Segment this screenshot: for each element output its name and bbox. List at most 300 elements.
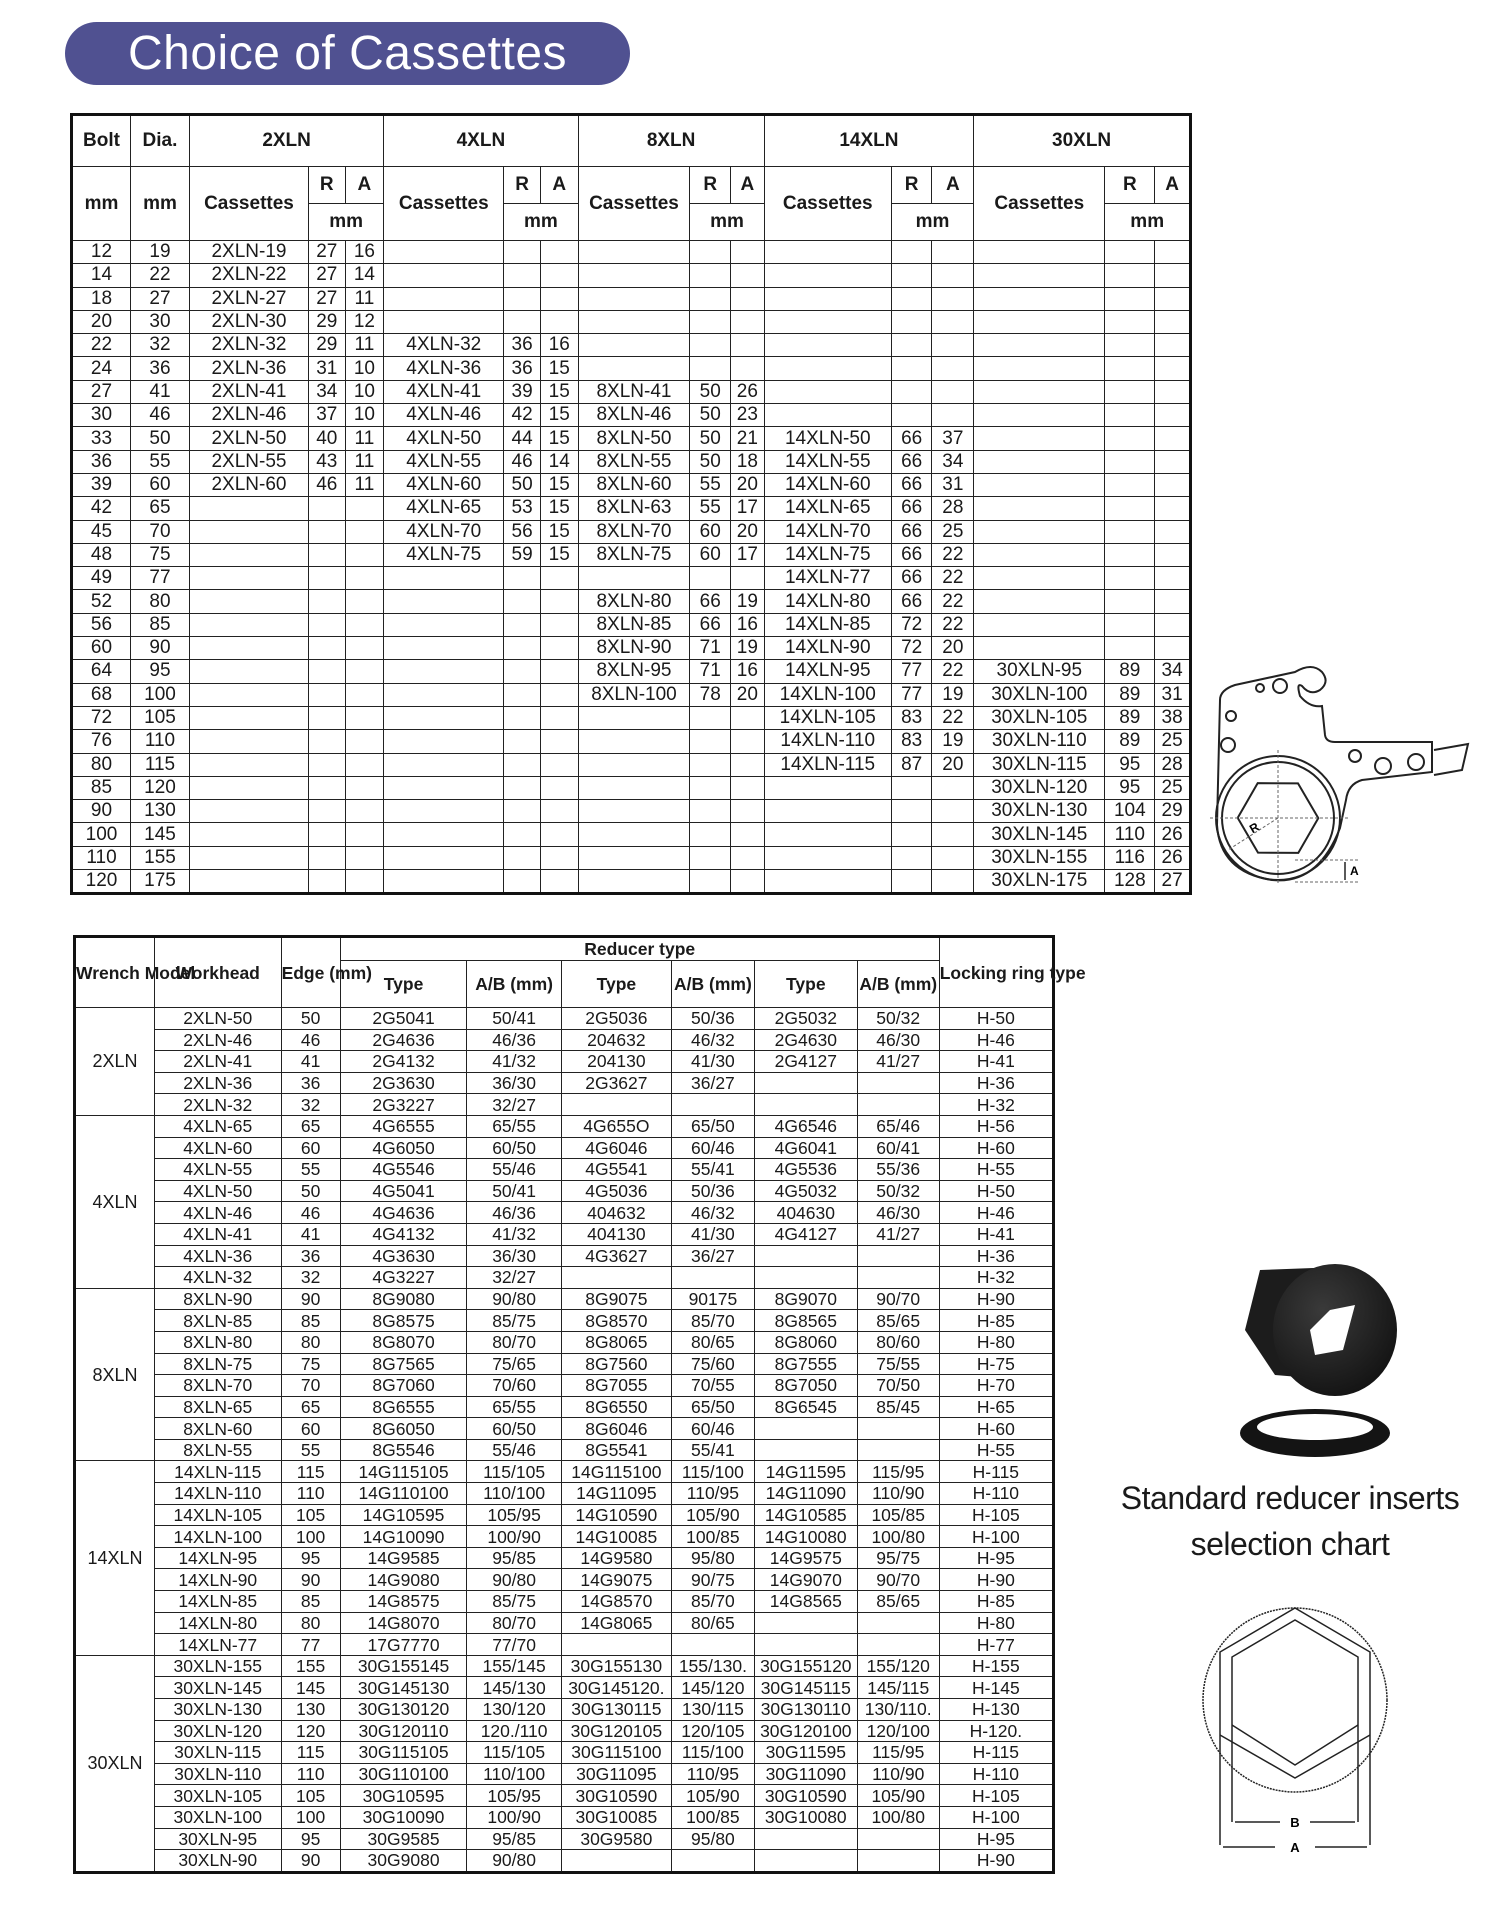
r-4xln-cell <box>504 776 541 799</box>
ab-3-cell: 65/46 <box>857 1115 939 1137</box>
a-4xln-cell <box>540 264 578 287</box>
a-14xln-cell: 20 <box>932 637 974 660</box>
locking-ring-cell: H-77 <box>939 1634 1053 1656</box>
r-2xln-cell: 27 <box>308 264 345 287</box>
table-row <box>75 1418 1054 1440</box>
a-30xln-cell <box>1155 241 1191 264</box>
type-1-cell: 2G5041 <box>340 1008 467 1030</box>
ab-2-cell: 130/115 <box>671 1699 754 1721</box>
page-title: Choice of Cassettes <box>65 22 630 85</box>
a-4xln-cell: 15 <box>540 357 578 380</box>
ab-3-cell: 50/32 <box>857 1008 939 1030</box>
table-row <box>75 1353 1054 1375</box>
r-14xln-cell: 83 <box>891 706 932 729</box>
cassette-2xln-cell <box>189 520 308 543</box>
ab-2-cell: 115/100 <box>671 1742 754 1764</box>
ab-2-cell: 41/30 <box>671 1223 754 1245</box>
edge-cell: 41 <box>281 1051 340 1073</box>
dia-cell: 22 <box>130 264 189 287</box>
table-row <box>75 1655 1054 1677</box>
bolt-cell: 72 <box>72 706 131 729</box>
r-4xln-cell <box>504 613 541 636</box>
bolt-cell: 27 <box>72 380 131 403</box>
cassette-2xln-cell: 2XLN-27 <box>189 287 308 310</box>
r-14xln-cell <box>891 310 932 333</box>
locking-ring-cell: H-80 <box>939 1331 1053 1353</box>
workhead-cell: 2XLN-32 <box>154 1094 281 1116</box>
cassette-8xln-cell <box>578 706 690 729</box>
workhead-cell: 4XLN-41 <box>154 1223 281 1245</box>
r-8xln-cell <box>690 800 731 823</box>
ab-1-cell: 75/65 <box>467 1353 561 1375</box>
dia-cell: 70 <box>130 520 189 543</box>
header-cassettes: Cassettes <box>189 167 308 241</box>
a-8xln-cell: 21 <box>731 427 765 450</box>
r-8xln-cell <box>690 776 731 799</box>
r-8xln-cell: 60 <box>690 520 731 543</box>
dia-cell: 95 <box>130 660 189 683</box>
r-2xln-cell <box>308 753 345 776</box>
table-row <box>72 590 1191 613</box>
a-dimension-label: A <box>1290 1840 1300 1855</box>
locking-ring-cell: H-85 <box>939 1591 1053 1613</box>
a-14xln-cell: 19 <box>932 683 974 706</box>
a-4xln-cell <box>540 683 578 706</box>
type-2-cell <box>561 1094 671 1116</box>
r-4xln-cell <box>504 846 541 869</box>
type-1-cell: 30G120110 <box>340 1720 467 1742</box>
cassette-4xln-cell: 4XLN-75 <box>384 543 504 566</box>
cassette-8xln-cell <box>578 800 690 823</box>
edge-cell: 36 <box>281 1245 340 1267</box>
ab-1-cell: 85/75 <box>467 1310 561 1332</box>
type-3-cell: 14G10080 <box>754 1526 857 1548</box>
a-8xln-cell <box>731 870 765 894</box>
table-row <box>75 1828 1054 1850</box>
type-2-cell: 8G6046 <box>561 1418 671 1440</box>
ab-2-cell: 50/36 <box>671 1008 754 1030</box>
table-row <box>75 1137 1054 1159</box>
a-30xln-cell: 38 <box>1155 706 1191 729</box>
bolt-cell: 24 <box>72 357 131 380</box>
cassette-2xln-cell <box>189 776 308 799</box>
r-14xln-cell: 66 <box>891 473 932 496</box>
r-8xln-cell: 66 <box>690 590 731 613</box>
header-a: A <box>932 167 974 204</box>
table-row <box>75 1288 1054 1310</box>
edge-cell: 145 <box>281 1677 340 1699</box>
a-8xln-cell <box>731 287 765 310</box>
ab-3-cell: 100/80 <box>857 1806 939 1828</box>
edge-cell: 50 <box>281 1008 340 1030</box>
ab-3-cell <box>857 1072 939 1094</box>
a-2xln-cell: 10 <box>345 357 384 380</box>
type-3-cell: 14G9575 <box>754 1547 857 1569</box>
bolt-cell: 12 <box>72 241 131 264</box>
type-1-cell: 30G155145 <box>340 1655 467 1677</box>
ab-3-cell <box>857 1094 939 1116</box>
ab-1-cell: 95/85 <box>467 1828 561 1850</box>
r-4xln-cell <box>504 241 541 264</box>
type-2-cell: 14G9075 <box>561 1569 671 1591</box>
cassette-4xln-cell <box>384 264 504 287</box>
r-4xln-cell: 36 <box>504 357 541 380</box>
header-r: R <box>504 167 541 204</box>
type-1-cell: 8G6050 <box>340 1418 467 1440</box>
r-30xln-cell <box>1105 520 1155 543</box>
r-2xln-cell: 31 <box>308 357 345 380</box>
type-1-cell: 30G10090 <box>340 1806 467 1828</box>
a-30xln-cell: 31 <box>1155 683 1191 706</box>
ab-1-cell: 80/70 <box>467 1612 561 1634</box>
r-2xln-cell: 27 <box>308 287 345 310</box>
r-8xln-cell <box>690 567 731 590</box>
cassette-14xln-cell <box>764 310 891 333</box>
cassette-30xln-cell: 30XLN-145 <box>974 823 1105 846</box>
table-row <box>72 287 1191 310</box>
r-30xln-cell: 128 <box>1105 870 1155 894</box>
a-30xln-cell <box>1155 567 1191 590</box>
caption-line-1: Standard reducer inserts <box>1120 1480 1460 1516</box>
ab-2-cell: 95/80 <box>671 1547 754 1569</box>
r-14xln-cell <box>891 334 932 357</box>
edge-cell: 32 <box>281 1267 340 1289</box>
cassette-2xln-cell <box>189 637 308 660</box>
locking-ring-cell: H-120. <box>939 1720 1053 1742</box>
workhead-cell: 8XLN-55 <box>154 1439 281 1461</box>
ab-1-cell: 120./110 <box>467 1720 561 1742</box>
ab-2-cell: 41/30 <box>671 1051 754 1073</box>
table-row <box>75 1763 1054 1785</box>
cassette-14xln-cell: 14XLN-115 <box>764 753 891 776</box>
ab-1-cell: 55/46 <box>467 1159 561 1181</box>
workhead-cell: 14XLN-105 <box>154 1504 281 1526</box>
ab-2-cell: 105/90 <box>671 1504 754 1526</box>
wrench-model-cell: 2XLN <box>75 1008 155 1116</box>
cassette-2xln-cell: 2XLN-60 <box>189 473 308 496</box>
ab-2-cell: 85/70 <box>671 1310 754 1332</box>
a-8xln-cell: 17 <box>731 543 765 566</box>
a-8xln-cell <box>731 241 765 264</box>
type-3-cell: 30G10590 <box>754 1785 857 1807</box>
a-2xln-cell <box>345 543 384 566</box>
cassette-30xln-cell <box>974 357 1105 380</box>
type-1-cell: 4G6555 <box>340 1115 467 1137</box>
type-2-cell: 14G10085 <box>561 1526 671 1548</box>
ab-2-cell: 65/50 <box>671 1115 754 1137</box>
type-2-cell: 30G115100 <box>561 1742 671 1764</box>
type-2-cell: 204632 <box>561 1029 671 1051</box>
edge-cell: 55 <box>281 1159 340 1181</box>
header-r: R <box>891 167 932 204</box>
a-4xln-cell: 15 <box>540 497 578 520</box>
r-8xln-cell: 50 <box>690 380 731 403</box>
type-3-cell: 8G8565 <box>754 1310 857 1332</box>
cassette-4xln-cell <box>384 287 504 310</box>
r-30xln-cell: 116 <box>1105 846 1155 869</box>
cassette-4xln-cell: 4XLN-60 <box>384 473 504 496</box>
type-2-cell <box>561 1850 671 1873</box>
workhead-cell: 4XLN-46 <box>154 1202 281 1224</box>
r-2xln-cell <box>308 683 345 706</box>
ab-3-cell: 90/70 <box>857 1288 939 1310</box>
bolt-cell: 45 <box>72 520 131 543</box>
edge-cell: 110 <box>281 1763 340 1785</box>
edge-cell: 80 <box>281 1612 340 1634</box>
r-2xln-cell <box>308 637 345 660</box>
table-row <box>75 1439 1054 1461</box>
table-row <box>72 357 1191 380</box>
cassette-14xln-cell: 14XLN-110 <box>764 730 891 753</box>
edge-cell: 36 <box>281 1072 340 1094</box>
r-4xln-cell <box>504 567 541 590</box>
r-8xln-cell <box>690 753 731 776</box>
ab-3-cell <box>857 1850 939 1873</box>
r-8xln-cell: 78 <box>690 683 731 706</box>
workhead-cell: 8XLN-60 <box>154 1418 281 1440</box>
workhead-cell: 4XLN-50 <box>154 1180 281 1202</box>
locking-ring-cell: H-46 <box>939 1029 1053 1051</box>
a-8xln-cell: 16 <box>731 660 765 683</box>
header-bolt: Bolt <box>72 115 131 167</box>
ab-1-cell: 32/27 <box>467 1094 561 1116</box>
header-r: R <box>1105 167 1155 204</box>
a-4xln-cell: 14 <box>540 450 578 473</box>
a-30xln-cell <box>1155 637 1191 660</box>
a-8xln-cell <box>731 706 765 729</box>
cassette-8xln-cell <box>578 334 690 357</box>
type-1-cell: 30G10595 <box>340 1785 467 1807</box>
a-2xln-cell <box>345 730 384 753</box>
cassette-30xln-cell <box>974 473 1105 496</box>
cassette-8xln-cell: 8XLN-55 <box>578 450 690 473</box>
dia-cell: 60 <box>130 473 189 496</box>
ab-1-cell: 46/36 <box>467 1202 561 1224</box>
type-3-cell <box>754 1418 857 1440</box>
table-row <box>75 1223 1054 1245</box>
cassette-4xln-cell <box>384 683 504 706</box>
ab-2-cell: 100/85 <box>671 1526 754 1548</box>
table-row <box>75 1634 1054 1656</box>
workhead-cell: 14XLN-95 <box>154 1547 281 1569</box>
cassette-2xln-cell: 2XLN-55 <box>189 450 308 473</box>
cassette-8xln-cell <box>578 264 690 287</box>
a-2xln-cell <box>345 497 384 520</box>
r-2xln-cell <box>308 823 345 846</box>
r-4xln-cell <box>504 310 541 333</box>
table-row <box>75 1483 1054 1505</box>
r-14xln-cell: 72 <box>891 613 932 636</box>
a-2xln-cell: 16 <box>345 241 384 264</box>
ab-2-cell: 36/27 <box>671 1245 754 1267</box>
r-4xln-cell <box>504 823 541 846</box>
table-row <box>72 497 1191 520</box>
type-3-cell <box>754 1828 857 1850</box>
ab-1-cell: 60/50 <box>467 1137 561 1159</box>
r-4xln-cell: 36 <box>504 334 541 357</box>
workhead-cell: 2XLN-36 <box>154 1072 281 1094</box>
table-row <box>72 427 1191 450</box>
type-2-cell: 14G11095 <box>561 1483 671 1505</box>
type-1-cell: 30G9585 <box>340 1828 467 1850</box>
r-8xln-cell: 55 <box>690 473 731 496</box>
a-30xln-cell <box>1155 310 1191 333</box>
a-4xln-cell <box>540 730 578 753</box>
a-4xln-cell <box>540 823 578 846</box>
type-3-cell: 404630 <box>754 1202 857 1224</box>
edge-cell: 41 <box>281 1223 340 1245</box>
cassette-4xln-cell: 4XLN-32 <box>384 334 504 357</box>
cassette-30xln-cell <box>974 637 1105 660</box>
cassette-8xln-cell <box>578 287 690 310</box>
type-1-cell: 30G115105 <box>340 1742 467 1764</box>
header-model-30xln: 30XLN <box>974 115 1191 167</box>
edge-cell: 105 <box>281 1785 340 1807</box>
cassette-8xln-cell: 8XLN-90 <box>578 637 690 660</box>
header-cassettes: Cassettes <box>384 167 504 241</box>
table-row <box>75 1310 1054 1332</box>
cassette-14xln-cell: 14XLN-55 <box>764 450 891 473</box>
r-8xln-cell <box>690 241 731 264</box>
a-2xln-cell: 11 <box>345 473 384 496</box>
cassette-2xln-cell <box>189 800 308 823</box>
a-8xln-cell <box>731 846 765 869</box>
ab-1-cell: 70/60 <box>467 1375 561 1397</box>
a-8xln-cell <box>731 800 765 823</box>
a-2xln-cell <box>345 846 384 869</box>
r-8xln-cell <box>690 823 731 846</box>
workhead-cell: 30XLN-110 <box>154 1763 281 1785</box>
type-3-cell: 8G6545 <box>754 1396 857 1418</box>
r-30xln-cell <box>1105 567 1155 590</box>
a-14xln-cell <box>932 287 974 310</box>
type-1-cell: 4G5546 <box>340 1159 467 1181</box>
type-2-cell: 8G8065 <box>561 1331 671 1353</box>
a-30xln-cell <box>1155 520 1191 543</box>
a-2xln-cell: 12 <box>345 310 384 333</box>
cassette-14xln-cell: 14XLN-50 <box>764 427 891 450</box>
cassette-30xln-cell: 30XLN-95 <box>974 660 1105 683</box>
ab-1-cell: 145/130 <box>467 1677 561 1699</box>
a-8xln-cell: 16 <box>731 613 765 636</box>
cassette-14xln-cell <box>764 800 891 823</box>
ab-3-cell: 60/41 <box>857 1137 939 1159</box>
ab-2-cell <box>671 1267 754 1289</box>
cassette-2xln-cell <box>189 706 308 729</box>
table-row <box>72 567 1191 590</box>
cassette-2xln-cell: 2XLN-46 <box>189 404 308 427</box>
edge-cell: 105 <box>281 1504 340 1526</box>
ab-2-cell: 90/75 <box>671 1569 754 1591</box>
a-2xln-cell <box>345 706 384 729</box>
locking-ring-cell: H-32 <box>939 1267 1053 1289</box>
r-4xln-cell <box>504 753 541 776</box>
cassette-4xln-cell <box>384 660 504 683</box>
cassette-30xln-cell: 30XLN-130 <box>974 800 1105 823</box>
type-3-cell <box>754 1850 857 1873</box>
type-2-cell: 8G9075 <box>561 1288 671 1310</box>
bolt-cell: 60 <box>72 637 131 660</box>
workhead-cell: 30XLN-120 <box>154 1720 281 1742</box>
type-2-cell: 204130 <box>561 1051 671 1073</box>
edge-cell: 55 <box>281 1439 340 1461</box>
cassette-30xln-cell: 30XLN-105 <box>974 706 1105 729</box>
r-8xln-cell: 50 <box>690 427 731 450</box>
cassette-14xln-cell: 14XLN-85 <box>764 613 891 636</box>
dia-cell: 65 <box>130 497 189 520</box>
cassette-2xln-cell: 2XLN-30 <box>189 310 308 333</box>
locking-ring-cell: H-110 <box>939 1483 1053 1505</box>
workhead-cell: 8XLN-75 <box>154 1353 281 1375</box>
locking-ring-cell: H-115 <box>939 1742 1053 1764</box>
r-14xln-cell: 66 <box>891 497 932 520</box>
cassette-30xln-cell <box>974 380 1105 403</box>
a-14xln-cell <box>932 404 974 427</box>
ab-3-cell: 41/27 <box>857 1051 939 1073</box>
cassette-8xln-cell: 8XLN-60 <box>578 473 690 496</box>
r-8xln-cell: 71 <box>690 660 731 683</box>
a-30xln-cell <box>1155 613 1191 636</box>
a-30xln-cell <box>1155 450 1191 473</box>
r-30xln-cell: 89 <box>1105 660 1155 683</box>
type-1-cell: 4G3630 <box>340 1245 467 1267</box>
type-2-cell: 14G10590 <box>561 1504 671 1526</box>
cassette-30xln-cell <box>974 404 1105 427</box>
type-2-cell: 4G655O <box>561 1115 671 1137</box>
a-2xln-cell <box>345 823 384 846</box>
header-dia-unit: mm <box>130 167 189 241</box>
cassette-4xln-cell: 4XLN-50 <box>384 427 504 450</box>
table-row <box>75 1742 1054 1764</box>
cassette-2xln-cell: 2XLN-50 <box>189 427 308 450</box>
type-3-cell: 30G155120 <box>754 1655 857 1677</box>
edge-cell: 95 <box>281 1828 340 1850</box>
ab-3-cell: 115/95 <box>857 1742 939 1764</box>
ab-2-cell: 80/65 <box>671 1331 754 1353</box>
ab-3-cell: 46/30 <box>857 1029 939 1051</box>
cassette-2xln-cell: 2XLN-22 <box>189 264 308 287</box>
cassette-14xln-cell <box>764 846 891 869</box>
r-30xln-cell <box>1105 427 1155 450</box>
type-1-cell: 4G5041 <box>340 1180 467 1202</box>
locking-ring-cell: H-105 <box>939 1785 1053 1807</box>
ab-1-cell: 65/55 <box>467 1396 561 1418</box>
r-14xln-cell: 77 <box>891 683 932 706</box>
cassette-2xln-cell: 2XLN-32 <box>189 334 308 357</box>
r-30xln-cell: 95 <box>1105 753 1155 776</box>
r-30xln-cell <box>1105 241 1155 264</box>
cassette-8xln-cell <box>578 567 690 590</box>
a-2xln-cell <box>345 520 384 543</box>
a-8xln-cell: 19 <box>731 637 765 660</box>
edge-cell: 90 <box>281 1850 340 1873</box>
bolt-cell: 76 <box>72 730 131 753</box>
edge-cell: 100 <box>281 1806 340 1828</box>
type-1-cell: 30G9080 <box>340 1850 467 1873</box>
type-3-cell: 2G5032 <box>754 1008 857 1030</box>
table-row <box>75 1591 1054 1613</box>
locking-ring-cell: H-130 <box>939 1699 1053 1721</box>
a-30xln-cell <box>1155 427 1191 450</box>
r-4xln-cell <box>504 660 541 683</box>
r-4xln-cell: 46 <box>504 450 541 473</box>
cassette-30xln-cell <box>974 590 1105 613</box>
bolt-cell: 120 <box>72 870 131 894</box>
type-3-cell: 4G6041 <box>754 1137 857 1159</box>
r-4xln-cell: 44 <box>504 427 541 450</box>
ab-3-cell: 41/27 <box>857 1223 939 1245</box>
cassette-14xln-cell: 14XLN-105 <box>764 706 891 729</box>
